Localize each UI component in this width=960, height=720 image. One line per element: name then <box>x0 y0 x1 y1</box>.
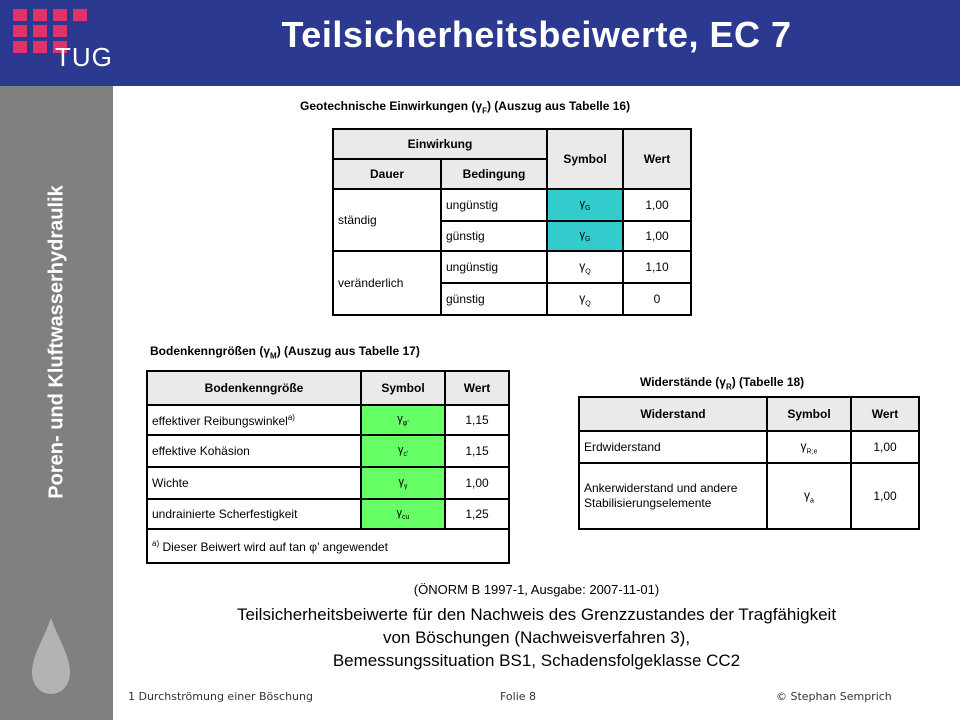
table-bodenkenngroessen <box>146 370 510 564</box>
description-line-2: von Böschungen (Nachweisverfahren 3), <box>382 628 691 647</box>
description-line-3: Bemessungssituation BS1, Schadensfolgeklasse CC2 <box>332 651 741 670</box>
cell-symbol: $\gamma_a$ <box>767 463 851 529</box>
description-line-1: Teilsicherheitsbeiwerte für den Nachweis des Grenzzustandes der Tragfähigkeit <box>236 605 837 624</box>
table-row <box>147 435 509 467</box>
table-row <box>333 189 691 221</box>
header-bedingung: Bedingung <box>441 159 547 189</box>
cell-wert: 1,10 <box>623 251 691 283</box>
table-row <box>147 405 509 435</box>
cell-symbol: $\gamma_{cu}$ <box>361 499 445 529</box>
cell-name: Wichte <box>147 467 361 499</box>
cell-symbol: $\gamma_G$ <box>547 221 623 251</box>
cell-dauer: ständig <box>333 189 441 251</box>
footer-chapter: 1 Durchströmung einer Böschung <box>128 690 313 703</box>
cell-wert: 1,00 <box>851 431 919 463</box>
cell-wert: 1,15 <box>445 405 509 435</box>
table-row <box>579 463 919 529</box>
table2-caption: Bodenkenngrößen $(\gamma_M)$ (Auszug aus Tabelle 17) <box>150 344 420 361</box>
table-einwirkungen <box>332 128 692 316</box>
source-reference: (ÖNORM B 1997-1, Ausgabe: 2007-11-01) <box>413 582 660 597</box>
header-wert: Wert <box>851 397 919 431</box>
cell-name: Erdwiderstand <box>579 431 767 463</box>
table-row <box>147 467 509 499</box>
table-footnote: $^{a)}$ Dieser Beiwert wird auf tan φ’ angewendet <box>147 529 509 563</box>
cell-name: effektive Kohäsion <box>147 435 361 467</box>
table1-caption: Geotechnische Einwirkungen $(\gamma_F)$ (Auszug aus Tabelle 16) <box>300 99 631 116</box>
cell-name: undrainierte Scherfestigkeit <box>147 499 361 529</box>
cell-symbol: $\gamma_{c'}$ <box>361 435 445 467</box>
cell-symbol: $\gamma_G$ <box>547 189 623 221</box>
header-einwirkung: Einwirkung <box>333 129 547 159</box>
header-bodenkenngroesse: Bodenkenngröße <box>147 371 361 405</box>
cell-name: effektiver Reibungswinkel$^{a)}$ <box>147 405 361 435</box>
footer-copyright: © Stephan Semprich <box>776 690 892 703</box>
cell-symbol: $\gamma_{R;e}$ <box>767 431 851 463</box>
cell-wert: 1,00 <box>445 467 509 499</box>
side-title: Poren- und Kluftwasserhydraulik <box>45 185 68 499</box>
cell-wert: 1,15 <box>445 435 509 467</box>
cell-name: Ankerwiderstand und andere Stabilisierungselemente <box>579 463 767 529</box>
cell-wert: 1,00 <box>623 221 691 251</box>
header-dauer: Dauer <box>333 159 441 189</box>
table-footnote-row <box>147 529 509 563</box>
header-wert: Wert <box>623 129 691 189</box>
cell-wert: 1,25 <box>445 499 509 529</box>
header-symbol: Symbol <box>547 129 623 189</box>
header-symbol: Symbol <box>767 397 851 431</box>
cell-bedingung: günstig <box>441 221 547 251</box>
cell-symbol: $\gamma_{\varphi'}$ <box>361 405 445 435</box>
cell-bedingung: ungünstig <box>441 251 547 283</box>
cell-bedingung: ungünstig <box>441 189 547 221</box>
table-row <box>579 431 919 463</box>
cell-dauer: veränderlich <box>333 251 441 315</box>
cell-symbol: $\gamma_Q$ <box>547 251 623 283</box>
cell-symbol: $\gamma_Q$ <box>547 283 623 315</box>
footer-slide-number: Folie 8 <box>500 690 537 703</box>
table-row <box>147 499 509 529</box>
page-title: Teilsicherheitsbeiwerte, EC 7 <box>281 14 792 55</box>
header-wert: Wert <box>445 371 509 405</box>
header-symbol: Symbol <box>361 371 445 405</box>
table3-caption: Widerstände $(\gamma_R)$ (Tabelle 18) <box>640 375 805 392</box>
logo-text: TUG <box>55 42 113 72</box>
cell-bedingung: günstig <box>441 283 547 315</box>
cell-wert: 1,00 <box>623 189 691 221</box>
table-widerstaende <box>578 396 920 530</box>
cell-wert: 0 <box>623 283 691 315</box>
header-widerstand: Widerstand <box>579 397 767 431</box>
table-row <box>333 251 691 283</box>
description <box>113 603 960 672</box>
water-drop-icon <box>30 616 72 696</box>
cell-wert: 1,00 <box>851 463 919 529</box>
cell-symbol: $\gamma_\gamma$ <box>361 467 445 499</box>
